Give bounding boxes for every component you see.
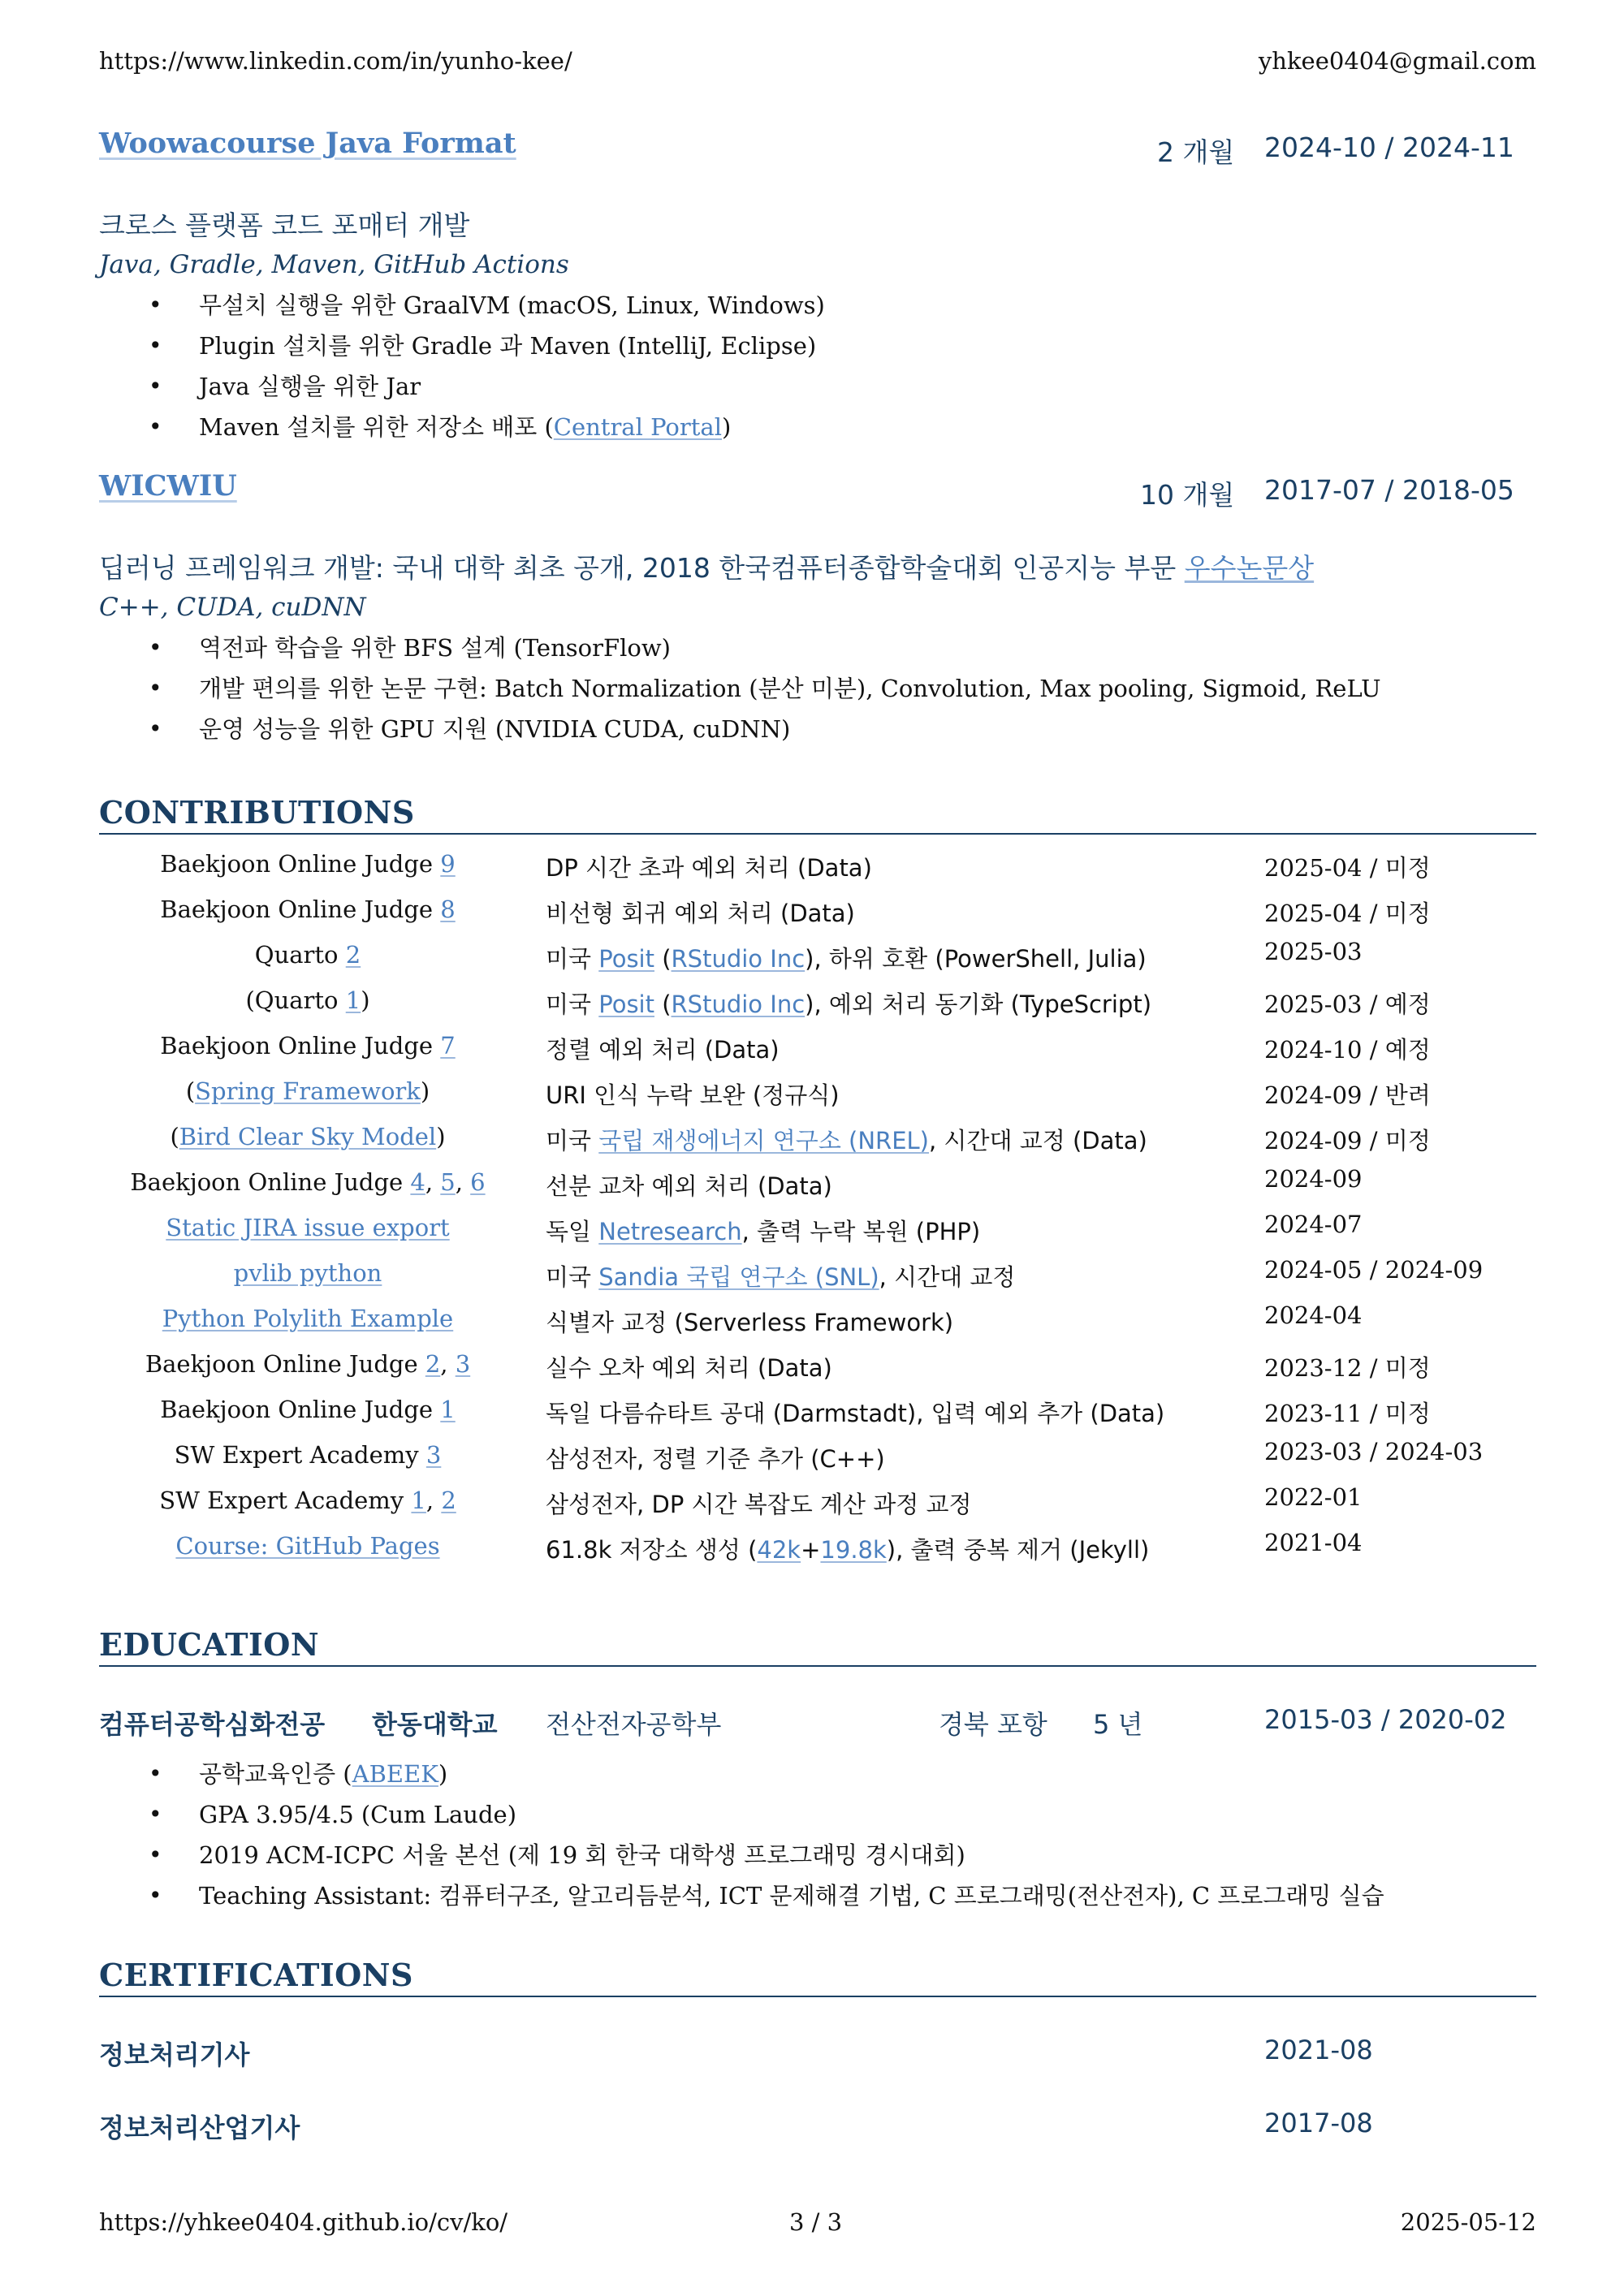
org-link[interactable]: Posit <box>598 990 654 1018</box>
pr-link[interactable]: 2 <box>345 941 361 969</box>
project-name: Baekjoon Online Judge <box>160 850 441 878</box>
desc-text: 미국 <box>546 1127 599 1154</box>
project-name: Quarto <box>254 941 346 969</box>
contribution-project <box>99 896 516 923</box>
project-link[interactable]: Python Polylith Example <box>162 1305 454 1332</box>
list-item: • 역전파 학습을 위한 BFS 설계 (TensorFlow) <box>0 628 1381 668</box>
contribution-date: 2024-09 / 미정 <box>1264 1127 1431 1154</box>
contribution-project <box>99 850 516 878</box>
contribution-desc: 삼성전자, DP 시간 복잡도 계산 과정 교정 <box>546 1491 972 1518</box>
desc-text: ), 예외 처리 동기화 (TypeScript) <box>805 990 1152 1018</box>
contribution-date: 2023-12 / 미정 <box>1264 1354 1431 1382</box>
pr-link[interactable]: 3 <box>455 1350 471 1378</box>
project-name: Baekjoon Online Judge <box>160 896 441 923</box>
table-row <box>0 1529 1624 1577</box>
award-link[interactable]: 우수논문상 <box>1184 552 1315 584</box>
project-name: ) <box>361 986 370 1014</box>
table-row <box>0 1350 1624 1396</box>
linkedin-url[interactable]: https://www.linkedin.com/in/yunho-kee/ <box>99 47 572 75</box>
desc-text: 독일 <box>546 1218 599 1245</box>
contribution-project <box>99 1259 516 1287</box>
bullet-text: ) <box>721 413 732 441</box>
project-link[interactable]: Bird Clear Sky Model <box>179 1123 437 1150</box>
bullet-text: 공학교육인증 ( <box>199 1760 352 1788</box>
contribution-date: 2023-03 / 2024-03 <box>1264 1438 1484 1465</box>
desc-text: 미국 <box>546 1263 599 1291</box>
contribution-desc: 독일 다름슈타트 공대 (Darmstadt), 입력 예외 추가 (Data) <box>546 1400 1165 1427</box>
project-name: Baekjoon Online Judge <box>130 1168 411 1196</box>
desc-text: + <box>801 1536 821 1564</box>
table-row <box>0 938 1624 986</box>
project-period: 2024-10 / 2024-11 <box>1264 132 1514 163</box>
table-row <box>0 850 1624 896</box>
project-bullets <box>0 285 825 447</box>
desc-text: 61.8k 저장소 생성 ( <box>546 1536 758 1564</box>
footer-url[interactable]: https://yhkee0404.github.io/cv/ko/ <box>99 2208 508 2236</box>
pr-link[interactable]: 6 <box>470 1168 486 1196</box>
desc-text: ), 출력 중복 제거 (Jekyll) <box>886 1536 1150 1564</box>
table-row <box>0 1165 1624 1214</box>
desc-text: 미국 <box>546 990 599 1018</box>
section-title-certifications: CERTIFICATIONS <box>99 1957 413 1993</box>
pr-link[interactable]: 2 <box>441 1487 456 1514</box>
pr-link[interactable]: 8 <box>440 896 456 923</box>
list-item: • Teaching Assistant: 컴퓨터구조, 알고리듬분석, ICT 문제해결 기법, C 프로그래밍(전산전자), C 프로그래밍 실습 <box>0 1875 1384 1916</box>
contribution-desc <box>546 986 1151 1020</box>
education-period: 2015-03 / 2020-02 <box>1264 1704 1507 1735</box>
stat-link[interactable]: 19.8k <box>820 1536 887 1564</box>
education-years: 5 년 <box>1093 1709 1143 1740</box>
pr-link[interactable]: 9 <box>440 850 456 878</box>
project-link[interactable]: pvlib python <box>233 1259 382 1287</box>
org-link[interactable]: Sandia 국립 연구소 (SNL) <box>598 1263 879 1291</box>
contribution-date: 2024-07 <box>1264 1211 1363 1238</box>
project-period: 2017-07 / 2018-05 <box>1264 474 1514 506</box>
contribution-date: 2024-10 / 예정 <box>1264 1036 1431 1064</box>
contribution-desc <box>546 1532 1149 1565</box>
section-divider <box>99 1665 1536 1667</box>
contribution-project: SW Expert Academy 1, 2 <box>159 1487 456 1514</box>
desc-text: , 시간대 교정 (Data) <box>929 1127 1147 1154</box>
email[interactable]: yhkee0404@gmail.com <box>1258 47 1536 75</box>
pr-link[interactable]: 7 <box>440 1032 456 1060</box>
list-item: • Java 실행을 위한 Jar <box>0 366 825 407</box>
project-title-woowacourse[interactable]: Woowacourse Java Format <box>99 127 516 160</box>
education-school: 한동대학교 <box>372 1709 498 1740</box>
list-item <box>0 1754 1384 1794</box>
desc-text: , 시간대 교정 <box>879 1263 1016 1291</box>
contribution-project <box>99 1305 516 1332</box>
project-title-wicwiu[interactable]: WICWIU <box>99 469 237 503</box>
contribution-date: 2024-09 / 반려 <box>1264 1081 1431 1109</box>
contribution-project <box>99 1032 516 1060</box>
list-item: • GPA 3.95/4.5 (Cum Laude) <box>0 1794 1384 1835</box>
table-row <box>0 986 1624 1032</box>
bullet-text: ) <box>438 1760 448 1788</box>
certification-name: 정보처리산업기사 <box>99 2113 300 2143</box>
org-link[interactable]: Posit <box>598 945 654 973</box>
desc-text: ), 하위 호환 (PowerShell, Julia) <box>805 945 1147 973</box>
contribution-date: 2025-03 / 예정 <box>1264 990 1431 1018</box>
project-name: ) <box>436 1123 446 1150</box>
contribution-project <box>99 941 516 969</box>
certification-date: 2021-08 <box>1264 2035 1373 2065</box>
project-subtitle: 크로스 플랫폼 코드 포매터 개발 <box>99 209 470 241</box>
section-divider <box>99 833 1536 835</box>
pr-link[interactable]: 3 <box>425 1441 442 1469</box>
list-item <box>0 407 825 447</box>
project-bullets <box>0 628 1381 749</box>
project-tech: Java, Gradle, Maven, GitHub Actions <box>99 250 569 279</box>
contribution-date: 2024-04 <box>1264 1301 1363 1329</box>
project-name: ( <box>170 1123 179 1150</box>
contribution-date: 2021-04 <box>1264 1529 1363 1556</box>
central-portal-link[interactable]: Central Portal <box>553 413 722 441</box>
table-row <box>0 1301 1624 1350</box>
contribution-desc: 식별자 교정 (Serverless Framework) <box>546 1309 954 1336</box>
contribution-desc: 실수 오차 예외 처리 (Data) <box>546 1354 832 1382</box>
project-link[interactable]: Static JIRA issue export <box>166 1214 450 1241</box>
pr-link[interactable]: 1 <box>440 1396 456 1423</box>
pr-link[interactable]: 5 <box>440 1168 456 1196</box>
table-row <box>0 1123 1624 1168</box>
section-title-education: EDUCATION <box>99 1626 320 1663</box>
contribution-date: 2025-03 <box>1264 938 1363 965</box>
contribution-date: 2023-11 / 미정 <box>1264 1400 1431 1427</box>
pr-link[interactable]: 1 <box>411 1487 426 1514</box>
contribution-desc <box>546 1214 980 1247</box>
education-major: 컴퓨터공학심화전공 <box>99 1709 326 1740</box>
table-row <box>0 1396 1624 1441</box>
project-name: SW Expert Academy <box>174 1441 426 1469</box>
contribution-project <box>99 1441 516 1469</box>
project-link[interactable]: Course: GitHub Pages <box>175 1532 440 1560</box>
list-item: • 운영 성능을 위한 GPU 지원 (NVIDIA CUDA, cuDNN) <box>0 709 1381 749</box>
table-row <box>0 1077 1624 1123</box>
certification-name: 정보처리기사 <box>99 2039 250 2070</box>
abeek-link[interactable]: ABEEK <box>352 1760 438 1788</box>
list-item: • 2019 ACM-ICPC 서울 본선 (제 19 회 한국 대학생 프로그래밍 경시대회) <box>0 1835 1384 1875</box>
org-link[interactable]: RStudio Inc <box>671 945 806 973</box>
project-name: Baekjoon Online Judge <box>160 1396 441 1423</box>
contribution-date: 2025-04 / 미정 <box>1264 854 1431 882</box>
org-link[interactable]: Netresearch <box>598 1218 742 1245</box>
org-link[interactable]: RStudio Inc <box>671 990 806 1018</box>
contribution-project <box>99 1077 516 1105</box>
list-item: • Plugin 설치를 위한 Gradle 과 Maven (IntelliJ, Eclipse) <box>0 326 825 366</box>
project-name: SW Expert Academy <box>159 1487 412 1514</box>
org-link[interactable]: 국립 재생에너지 연구소 (NREL) <box>598 1127 929 1154</box>
table-row <box>0 1438 1624 1487</box>
pr-link[interactable]: 1 <box>345 986 361 1014</box>
contribution-project <box>99 1396 516 1423</box>
project-duration: 10 개월 <box>1140 479 1235 511</box>
project-name: (Quarto <box>245 986 346 1014</box>
bullet-text: Maven 설치를 위한 저장소 배포 ( <box>199 413 554 441</box>
contribution-desc <box>546 1259 1015 1293</box>
contribution-date: 2024-09 <box>1264 1165 1363 1193</box>
project-link[interactable]: Spring Framework <box>195 1077 421 1105</box>
subtitle-text: 딥러닝 프레임워크 개발: 국내 대학 최초 공개, 2018 한국컴퓨터종합학술대회 인공지능 부문 <box>99 552 1185 584</box>
pr-link[interactable]: 2 <box>425 1350 441 1378</box>
project-name: ) <box>420 1077 430 1105</box>
pr-link[interactable]: 4 <box>410 1168 425 1196</box>
table-row <box>0 896 1624 941</box>
contribution-project: Baekjoon Online Judge 4, 5, 6 <box>130 1168 486 1196</box>
list-item: • 무설치 실행을 위한 GraalVM (macOS, Linux, Windows) <box>0 285 825 326</box>
contribution-date: 2025-04 / 미정 <box>1264 900 1431 927</box>
education-dept: 전산전자공학부 <box>546 1709 722 1740</box>
education-location: 경북 포항 <box>939 1709 1047 1740</box>
table-row <box>0 1032 1624 1077</box>
desc-text: 미국 <box>546 945 599 973</box>
contribution-project <box>99 1214 516 1241</box>
desc-text: ( <box>654 945 672 973</box>
contribution-project: Baekjoon Online Judge 2, 3 <box>145 1350 471 1378</box>
contribution-project <box>99 986 516 1014</box>
section-title-contributions: CONTRIBUTIONS <box>99 794 415 831</box>
section-divider <box>99 1996 1536 1997</box>
contribution-date: 2024-05 / 2024-09 <box>1264 1256 1484 1284</box>
contribution-desc: DP 시간 초과 예외 처리 (Data) <box>546 854 872 882</box>
list-item: • 개발 편의를 위한 논문 구현: Batch Normalization (분산 미분), Convolution, Max pooling, Sigmoid, ReLU <box>0 668 1381 709</box>
contribution-desc: URI 인식 누락 보완 (정규식) <box>546 1081 840 1109</box>
footer-date: 2025-05-12 <box>1400 2208 1536 2236</box>
contribution-desc: 선분 교차 예외 처리 (Data) <box>546 1172 832 1200</box>
page-number: 3 / 3 <box>789 2208 843 2236</box>
desc-text: , 출력 누락 복원 (PHP) <box>741 1218 981 1245</box>
stat-link[interactable]: 42k <box>757 1536 801 1564</box>
education-bullets <box>0 1754 1384 1916</box>
contribution-project <box>99 1123 516 1150</box>
project-tech: C++, CUDA, cuDNN <box>99 593 366 622</box>
desc-text: ( <box>654 990 672 1018</box>
project-name: Baekjoon Online Judge <box>160 1032 441 1060</box>
project-name: Baekjoon Online Judge <box>145 1350 425 1378</box>
project-subtitle <box>99 547 1314 585</box>
contribution-project <box>99 1532 516 1560</box>
contribution-desc: 비선형 회귀 예외 처리 (Data) <box>546 900 855 927</box>
contribution-date: 2022-01 <box>1264 1483 1363 1511</box>
contribution-desc <box>546 1123 1147 1156</box>
table-row <box>0 1211 1624 1259</box>
certification-date: 2017-08 <box>1264 2108 1373 2138</box>
contribution-desc: 정렬 예외 처리 (Data) <box>546 1036 780 1064</box>
table-row <box>0 1483 1624 1532</box>
project-duration: 2 개월 <box>1157 136 1235 168</box>
contribution-desc <box>546 941 1147 974</box>
project-name: ( <box>185 1077 196 1105</box>
table-row <box>0 1256 1624 1305</box>
contribution-desc: 삼성전자, 정렬 기준 추가 (C++) <box>546 1445 885 1473</box>
